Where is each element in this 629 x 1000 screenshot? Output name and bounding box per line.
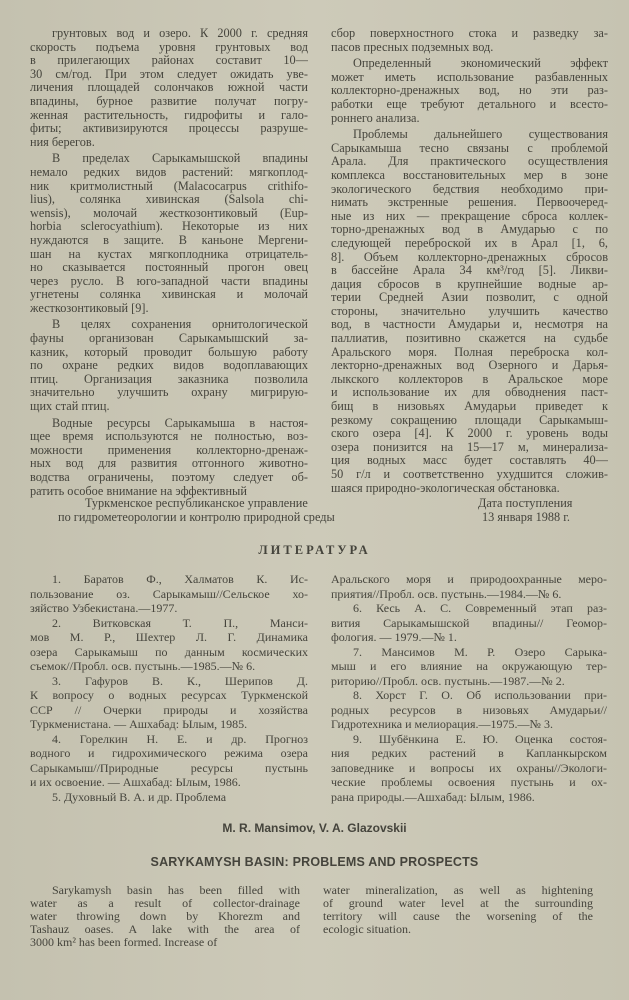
text-line: пасов пресных подземных вод. [331,40,494,54]
text-line: водного и гидрохимического режима озера [30,746,308,760]
text-line: ССР // Очерки природы и хозяйства [30,702,308,717]
text-line: скорость подъема уровня грунтовых вод [30,40,308,54]
paragraph [331,27,608,54]
text-line: 3000 km² has been formed. Increase of [30,936,218,949]
text-line: 8. Хорст Г. О. Об использовании при- [353,688,607,702]
text-line: ского озера [4]. К 2000 г. уровень воды [331,427,608,441]
paragraph [331,572,607,601]
text-line: роннего анализа. [331,111,420,125]
paragraph [30,318,308,413]
text-line: в прилегающих районах составит 10— [30,54,308,68]
text-line: 3. Гафуров В. К., Шерипов Д. [52,673,308,688]
paragraph [30,616,308,674]
text-line: птиц. Организация заказника позволила [30,372,308,386]
text-line: ция водных масс будет составлять 40— [331,454,608,468]
text-line: ecologic situation. [323,923,411,936]
text-line: wensis), молочай жесткозонтиковый (Eup- [30,206,308,220]
text-line: мыш и его влияние на окружающую тер- [331,659,607,673]
text-line: следующей переброской их в Арал [1, 6, [331,236,608,250]
text-line: Аральского моря. Полная переброска кол- [331,345,608,359]
received-label: Дата поступления [478,496,573,510]
text-line: ник критмолистный (Malacocarpus crithifo- [30,179,308,193]
english-abstract-left [30,884,300,952]
paragraph [30,27,308,149]
text-line: water mineralization, as well as hightening [323,884,593,897]
text-line: шаяся природно-экологическая обстановка. [331,481,560,495]
text-line: ные из них — прекращение сброса коллек- [331,209,608,223]
paragraph [331,732,607,805]
text-line: ных вод для развития отгонного животно- [30,457,308,471]
text-line: личения площадей солончаков южной части [30,81,308,95]
text-line: сбор поверхностного стока и разведку за- [331,27,608,40]
paragraph [30,790,308,805]
text-line: пользование оз. Сарыкамыш//Сельское хо- [30,586,308,601]
text-line: Гидротехника и мелиорация.—1975.—№ 3. [331,717,553,731]
text-line: экологического бедствия необходимо при- [331,182,608,196]
text-line: приятия//Пробл. осв. пустынь.—1984.—№ 6. [331,586,562,601]
text-line: торно-дренажных вод в Амударью с по [331,223,608,237]
english-abstract-right [323,884,593,939]
text-line: съемок//Пробл. осв. пустынь.—1985.—№ 6. [30,659,256,673]
text-line: Tashauz oases. A lake with the area of [30,923,300,936]
text-line: щих стай птиц. [30,400,110,414]
text-line: Сарыкамыш//Природные ресурсы пустынь [30,760,308,775]
paragraph [323,884,593,936]
paragraph [30,417,308,499]
text-line: щее время используются не полностью, воз- [30,430,308,444]
text-line: water throwing down by Khorezm and [30,910,300,923]
text-line: коллекторно-дренажных вод, но эти раз- [331,84,608,98]
text-line: ния берегов. [30,135,95,149]
paragraph [30,884,300,949]
text-line: В пределах Сарыкамышской впадины [52,152,308,166]
text-line: через русло. В юго-западной части впадины [30,274,308,288]
text-line: жесткозонтиковый [9]. [30,301,149,315]
text-line: lius), солянка хивинская (Salsola chi- [30,193,308,207]
text-line: озера понизится на 15—17 м, минерализа- [331,440,608,454]
text-line: 8]. Объем коллекторно-дренажных сбросов [331,250,608,264]
text-line: В целях сохранения орнитологической [52,318,308,332]
affiliation-line: по гидрометеорологии и контролю природной среды [58,509,335,524]
text-line: в бассейне Арала 34 км³/год [5]. Ликви- [331,264,608,278]
text-line: 30 см/год. При этом следует ожидать уве- [30,67,308,81]
text-line: ратить особое внимание на эффективный [30,484,247,498]
main-text-left-column [30,27,308,501]
text-line: рана природы.—Ашхабад: Ылым, 1986. [331,789,535,804]
text-line: Туркменистана. — Ашхабад: Ылым, 1985. [30,717,248,731]
paragraph [331,601,607,645]
text-line: лыкского коллекторов в Аральское море [331,372,608,386]
text-line: угнетены солянка хивинская и молочай [30,288,308,302]
text-line: по охране редких видов водоплавающих [30,359,308,373]
text-line: Sarykamysh basin has been filled with [52,884,300,897]
english-title: SARYKAMYSH BASIN: PROBLEMS AND PROSPECTS [150,855,479,869]
paragraph [30,152,308,315]
text-line: паллиатив, позитивно скажется на судьбе [331,332,608,346]
text-line: ния редких растений в Капланкырском [331,746,607,760]
text-line: дация сбросов в крупнейшие водные ар- [331,277,608,291]
text-line: 6. Кесь А. С. Современный этап раз- [353,601,607,615]
text-line: 9. Шубёнкина Е. Ю. Оценка состоя- [353,731,607,746]
references-left-column [30,572,308,804]
text-line: немало редких видов растений: мягкоплод- [30,165,308,179]
text-line: родных ресурсов в низовьях Амударьи// [331,702,607,717]
text-line: работки еще требуют детального и всесто- [331,97,608,111]
text-line: фология. — 1979.—№ 1. [331,630,457,644]
text-line: впадины, бурное развитие получат погру- [30,94,308,108]
received-date: 13 января 1988 г. [482,509,570,524]
text-line: вития Сарыкамышской впадины// Геомор- [331,615,607,630]
text-line: water as a result of collector-drainage [30,897,300,910]
paragraph [331,128,608,495]
text-line: терии Средней Азии позволит, с одной [331,291,608,305]
text-line: озера Сарыкамыш по данным космических [30,644,308,659]
affiliation-line: Туркменское республиканское управление [84,496,308,510]
text-line: грунтовых вод и озеро. К 2000 г. средняя [52,27,308,40]
text-line: зяйство Узбекистана.—1977. [30,601,178,615]
text-line: но сказывается постоянный прогон овец [30,261,308,275]
text-line: мов М. Р., Шехтер Л. Г. Динамика [30,630,308,644]
paragraph [30,572,308,616]
text-line: и использование их для обводнения паст- [331,386,608,400]
text-line: 50 г/л и соответственно ухудшится сложив- [331,468,608,481]
text-line: Аральского моря и природоохранные меро- [331,572,607,586]
text-line: фиты; активизируются процессы разруше- [30,122,308,136]
paragraph [30,674,308,732]
text-line: of ground water level at the surrounding [323,897,593,910]
text-line: вод, в частности Амударьи и, несмотря на [331,318,608,332]
text-line: фауны организован Сарыкамышский за- [30,332,308,346]
text-line: можности применения коллекторно-дренаж- [30,443,308,457]
paragraph [331,688,607,732]
paragraph [30,732,308,790]
text-line: Проблемы дальнейшего существования [353,128,608,142]
text-line: и их освоение. — Ашхабад: Ылым, 1986. [30,775,241,789]
text-line: horbia sclerocyathium). Некоторые из них [30,220,308,234]
text-line: ческие проблемы освоения пустынь и ох- [331,775,607,789]
references-heading: ЛИТЕРАТУРА [258,543,371,557]
text-line: может иметь использование разбавленных [331,70,608,84]
text-line: Водные ресурсы Сарыкамыша в настоя- [52,416,308,430]
received-date-block [478,497,572,524]
affiliation [58,497,335,524]
main-text-right-column [331,27,608,498]
text-line: Арала. Для практического осуществления [331,155,608,169]
text-line: нимать экстренные решения. Первоочеред- [331,196,608,210]
text-line: значительно улучшить охрану мигрирую- [30,386,308,400]
text-line: водства ограничены, поэтому следует об- [30,471,308,484]
text-line: стороны, значительно улучшить качество [331,304,608,318]
text-line: Определенный экономический эффект [353,57,608,71]
text-line: 7. Мансимов М. Р. Озеро Сарыка- [353,644,607,659]
text-line: 2. Витковская Т. П., Манси- [52,615,308,630]
references-right-column [331,572,607,804]
paragraph [331,645,607,689]
text-line: нуждаются в защите. В каньоне Мергени- [30,233,308,247]
text-line: Сарыкамыша тесно связаны с проблемой [331,141,608,155]
text-line: риторию//Пробл. осв. пустынь.—1987.—№ 2. [331,673,565,688]
text-line: женная растительность, гидрофиты и гало- [30,108,308,122]
text-line: territory will cause the worsening of the [323,910,593,923]
text-line: К вопросу о водных ресурсах Туркменской [30,688,308,702]
text-line: 5. Духовный В. А. и др. Проблема [52,789,227,804]
text-line: резкому сокращению площади Сарыкамыш- [331,413,608,427]
text-line: 4. Горелкин Н. Е. и др. Прогноз [52,731,308,746]
text-line: шан на кустах мягкоплодника отрицатель- [30,247,308,261]
text-line: заповеднике и вопросы их охраны//Экологи- [331,760,607,775]
text-line: комплекса восстановительных мер в зоне [331,168,608,182]
paragraph [331,57,608,125]
english-authors: M. R. Mansimov, V. A. Glazovskii [222,821,407,835]
text-line: лекторно-дренажных вод Озерного и Дарья- [331,359,608,373]
text-line: казник, который проводит большую работу [30,345,308,359]
text-line: бищ в низовьях Амударьи приведет к [331,400,608,414]
text-line: 1. Баратов Ф., Халматов К. Ис- [52,572,308,586]
